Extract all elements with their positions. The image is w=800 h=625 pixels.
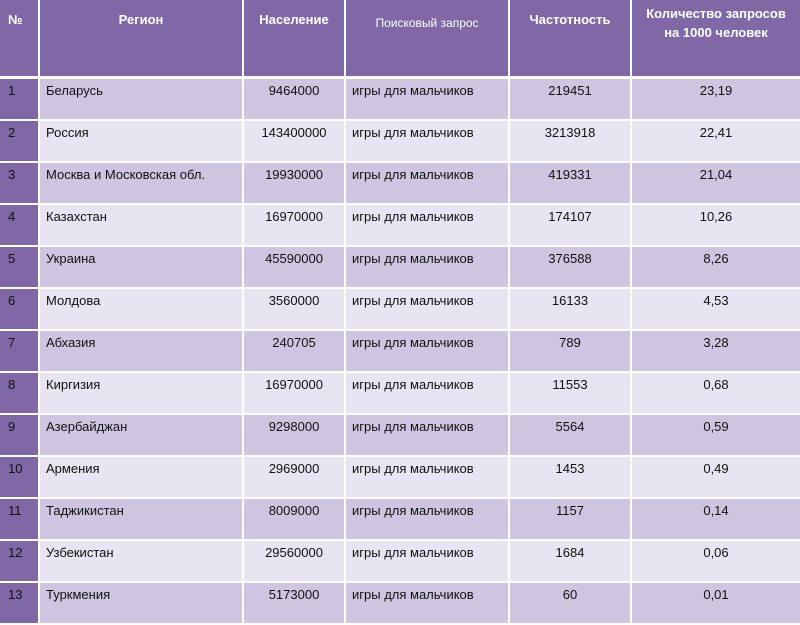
table-row <box>0 247 800 289</box>
cell-query: игры для мальчиков <box>346 163 510 205</box>
cell-rate: 10,26 <box>632 205 800 247</box>
cell-rate: 0,14 <box>632 499 800 541</box>
header-query: Поисковый запрос <box>346 0 510 79</box>
cell-num: 2 <box>0 121 40 163</box>
cell-region: Украина <box>40 247 244 289</box>
cell-region: Армения <box>40 457 244 499</box>
cell-frequency: 376588 <box>510 247 632 289</box>
cell-rate: 22,41 <box>632 121 800 163</box>
cell-frequency: 3213918 <box>510 121 632 163</box>
cell-num: 9 <box>0 415 40 457</box>
cell-region: Казахстан <box>40 205 244 247</box>
cell-num: 10 <box>0 457 40 499</box>
cell-rate: 23,19 <box>632 79 800 121</box>
cell-region: Москва и Московская обл. <box>40 163 244 205</box>
cell-rate: 0,49 <box>632 457 800 499</box>
cell-region: Азербайджан <box>40 415 244 457</box>
table-row <box>0 289 800 331</box>
cell-rate: 4,53 <box>632 289 800 331</box>
cell-population: 29560000 <box>244 541 346 583</box>
table-row <box>0 163 800 205</box>
cell-region: Таджикистан <box>40 499 244 541</box>
cell-query: игры для мальчиков <box>346 457 510 499</box>
cell-population: 240705 <box>244 331 346 373</box>
cell-population: 8009000 <box>244 499 346 541</box>
cell-population: 3560000 <box>244 289 346 331</box>
cell-query: игры для мальчиков <box>346 415 510 457</box>
cell-frequency: 11553 <box>510 373 632 415</box>
cell-region: Туркмения <box>40 583 244 625</box>
header-rate: Количество запросов на 1000 человек <box>632 0 800 79</box>
cell-query: игры для мальчиков <box>346 205 510 247</box>
cell-frequency: 5564 <box>510 415 632 457</box>
cell-num: 4 <box>0 205 40 247</box>
cell-region: Беларусь <box>40 79 244 121</box>
cell-query: игры для мальчиков <box>346 289 510 331</box>
header-region: Регион <box>40 0 244 79</box>
table-row <box>0 373 800 415</box>
cell-region: Узбекистан <box>40 541 244 583</box>
cell-frequency: 174107 <box>510 205 632 247</box>
table-row <box>0 121 800 163</box>
table-row <box>0 541 800 583</box>
cell-num: 8 <box>0 373 40 415</box>
table-row <box>0 583 800 625</box>
header-frequency: Частотность <box>510 0 632 79</box>
header-row <box>0 0 800 79</box>
cell-population: 5173000 <box>244 583 346 625</box>
header-num: № <box>0 0 40 79</box>
cell-query: игры для мальчиков <box>346 499 510 541</box>
cell-frequency: 1684 <box>510 541 632 583</box>
cell-rate: 3,28 <box>632 331 800 373</box>
table-row <box>0 457 800 499</box>
cell-query: игры для мальчиков <box>346 331 510 373</box>
cell-query: игры для мальчиков <box>346 121 510 163</box>
cell-rate: 0,01 <box>632 583 800 625</box>
cell-population: 143400000 <box>244 121 346 163</box>
cell-region: Абхазия <box>40 331 244 373</box>
cell-rate: 21,04 <box>632 163 800 205</box>
table-row <box>0 79 800 121</box>
cell-num: 6 <box>0 289 40 331</box>
cell-population: 19930000 <box>244 163 346 205</box>
cell-query: игры для мальчиков <box>346 541 510 583</box>
cell-region: Россия <box>40 121 244 163</box>
cell-query: игры для мальчиков <box>346 247 510 289</box>
cell-frequency: 419331 <box>510 163 632 205</box>
table-row <box>0 205 800 247</box>
cell-region: Молдова <box>40 289 244 331</box>
table-row <box>0 499 800 541</box>
cell-num: 13 <box>0 583 40 625</box>
cell-population: 9298000 <box>244 415 346 457</box>
cell-region: Киргизия <box>40 373 244 415</box>
cell-rate: 8,26 <box>632 247 800 289</box>
cell-population: 45590000 <box>244 247 346 289</box>
cell-frequency: 789 <box>510 331 632 373</box>
cell-population: 16970000 <box>244 373 346 415</box>
cell-rate: 0,06 <box>632 541 800 583</box>
cell-population: 2969000 <box>244 457 346 499</box>
cell-frequency: 60 <box>510 583 632 625</box>
cell-query: игры для мальчиков <box>346 79 510 121</box>
table-row <box>0 331 800 373</box>
cell-num: 5 <box>0 247 40 289</box>
cell-rate: 0,68 <box>632 373 800 415</box>
cell-frequency: 16133 <box>510 289 632 331</box>
cell-rate: 0,59 <box>632 415 800 457</box>
cell-population: 9464000 <box>244 79 346 121</box>
cell-num: 1 <box>0 79 40 121</box>
cell-query: игры для мальчиков <box>346 373 510 415</box>
cell-frequency: 1453 <box>510 457 632 499</box>
cell-query: игры для мальчиков <box>346 583 510 625</box>
cell-num: 3 <box>0 163 40 205</box>
cell-num: 12 <box>0 541 40 583</box>
cell-frequency: 1157 <box>510 499 632 541</box>
header-population: Население <box>244 0 346 79</box>
table-row <box>0 415 800 457</box>
cell-num: 11 <box>0 499 40 541</box>
cell-population: 16970000 <box>244 205 346 247</box>
cell-frequency: 219451 <box>510 79 632 121</box>
cell-num: 7 <box>0 331 40 373</box>
